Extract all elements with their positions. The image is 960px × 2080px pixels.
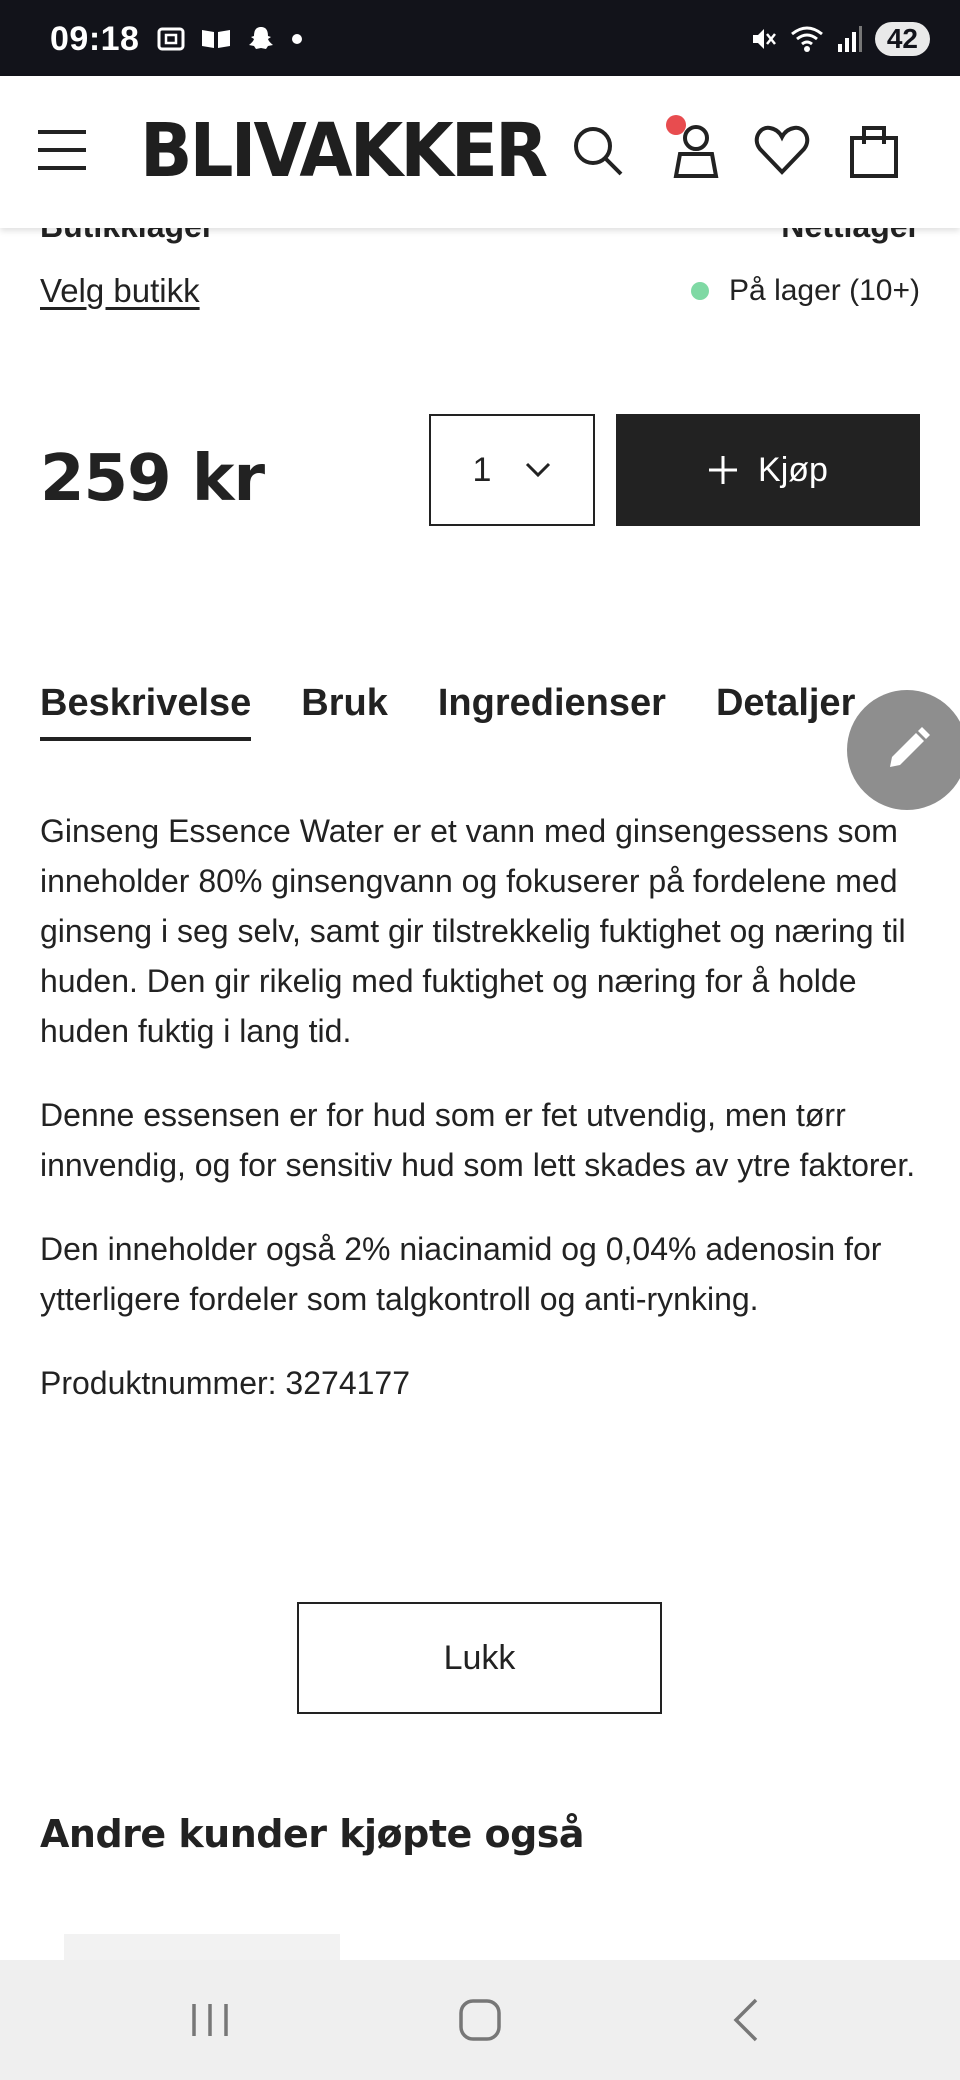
logo[interactable]: BLIVAKKER <box>140 108 546 194</box>
online-stock-status <box>691 274 920 308</box>
screenshot-icon <box>156 24 186 54</box>
menu-icon[interactable] <box>36 126 88 174</box>
wifi-icon <box>789 24 825 54</box>
quantity-select[interactable] <box>429 414 595 526</box>
related-products-title: Andre kunder kjøpte også <box>40 1812 585 1856</box>
buy-button-label: Kjøp <box>758 450 828 489</box>
product-description <box>40 806 930 1442</box>
close-button[interactable]: Lukk <box>297 1602 662 1714</box>
dot-icon <box>290 32 304 46</box>
product-tabs <box>40 682 855 741</box>
pencil-icon <box>880 723 934 777</box>
recent-apps-icon[interactable] <box>180 1990 240 2050</box>
search-icon[interactable] <box>569 122 625 178</box>
back-icon[interactable] <box>718 1990 778 2050</box>
buy-button[interactable] <box>616 414 920 526</box>
quantity-value: 1 <box>472 450 492 489</box>
in-stock-dot-icon <box>691 282 709 300</box>
mute-icon <box>747 24 777 54</box>
app-header <box>0 76 960 228</box>
notification-dot <box>666 115 686 135</box>
description-paragraph: Denne essensen er for hud som er fet utvendig, men tørr innvendig, og for sensitiv hud som lett skades av ytre faktorer. <box>40 1097 916 1183</box>
tab-beskrivelse[interactable]: Beskrivelse <box>40 682 251 741</box>
product-number: Produktnummer: 3274177 <box>40 1365 410 1401</box>
tab-detaljer[interactable]: Detaljer <box>715 682 856 724</box>
status-icons-right <box>747 22 930 56</box>
chevron-down-icon <box>525 462 551 478</box>
status-time: 09:18 <box>50 20 140 58</box>
signal-icon <box>837 24 863 54</box>
home-icon[interactable] <box>450 1990 510 2050</box>
tab-bruk[interactable]: Bruk <box>301 682 388 724</box>
choose-store-link[interactable]: Velg butikk <box>40 272 200 309</box>
system-nav-bar <box>0 1960 960 2080</box>
plus-icon <box>708 455 738 485</box>
description-paragraph: Den inneholder også 2% niacinamid og 0,04% adenosin for ytterligere fordeler som talgkontroll og anti-rynking. <box>40 1231 882 1317</box>
battery-icon: 42 <box>875 22 930 56</box>
snapchat-icon <box>246 24 276 54</box>
bag-icon[interactable] <box>846 122 902 178</box>
heart-icon[interactable] <box>754 122 810 178</box>
online-stock-text: På lager (10+) <box>729 274 920 307</box>
book-icon <box>200 26 232 52</box>
product-price: 259 kr <box>40 442 264 516</box>
status-icons-left <box>156 24 304 54</box>
status-bar <box>0 0 960 76</box>
edit-button[interactable] <box>847 690 960 810</box>
tab-ingredienser[interactable]: Ingredienser <box>437 682 666 724</box>
description-paragraph: Ginseng Essence Water er et vann med ginsengessens som inneholder 80% ginsengvann og fokuserer på fordelene med ginseng i seg selv, samt gir tilstrekkelig fuktighet og næring til huden. Den gir rikelig med fuktighet og næring for å holde huden fuktig i lang tid. <box>40 813 906 1049</box>
